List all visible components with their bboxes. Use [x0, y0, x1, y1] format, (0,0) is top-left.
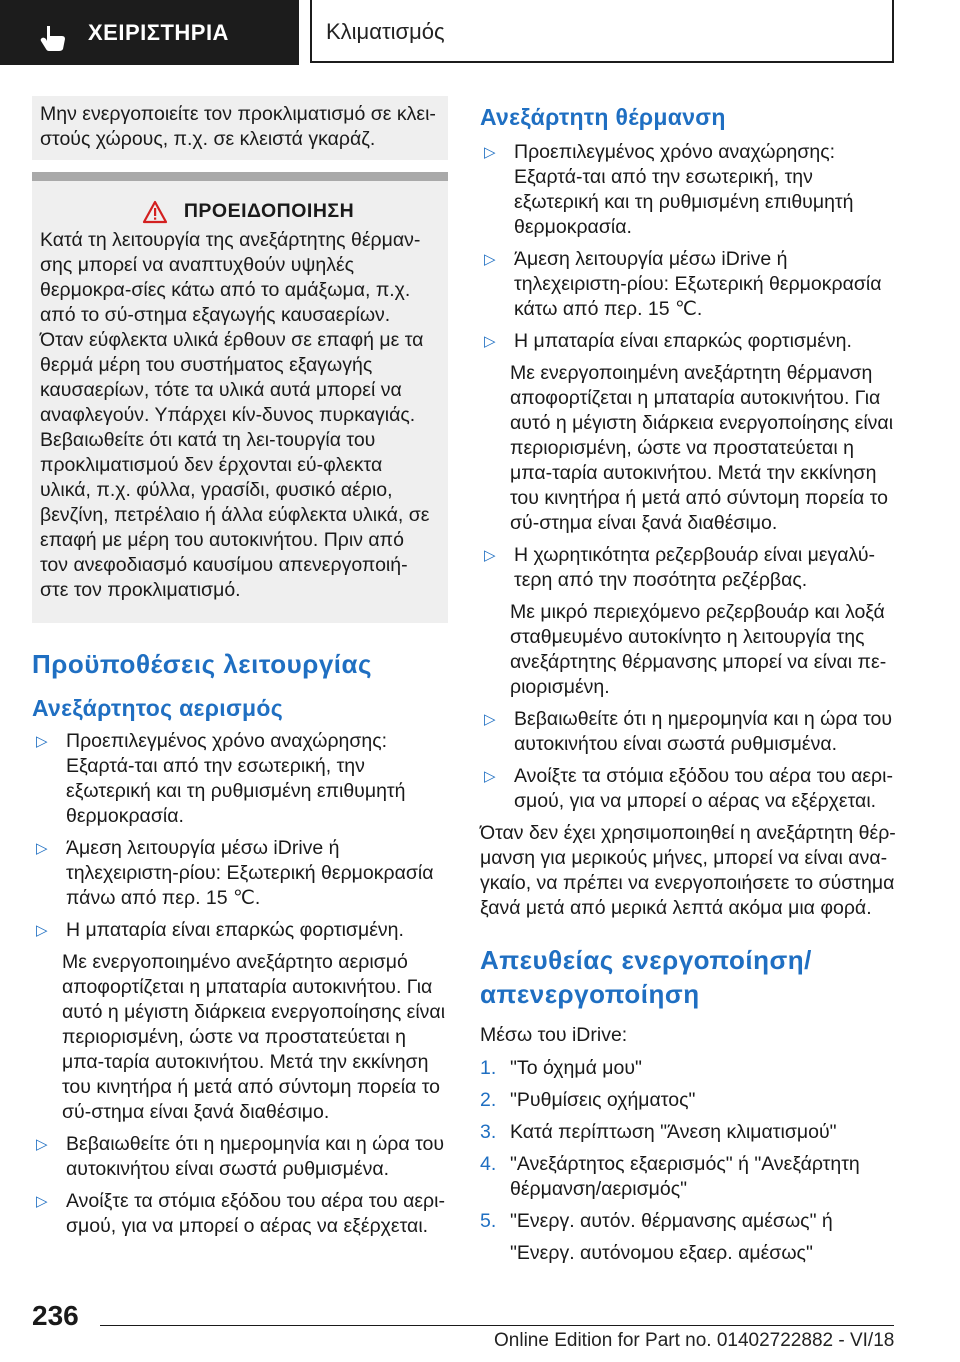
subheading-ventilation: Ανεξάρτητος αερισμός	[32, 695, 283, 721]
bullet-note: Με μικρό περιεχόμενο ρεζερβουάρ και λοξά σταθμευμένο αυτοκίνητο η λειτουργία της ανεξάρτητης θέρμανσης μπορεί να είναι πε-ριορισμένη.	[510, 601, 887, 698]
page-number: 236	[32, 1300, 79, 1331]
bullet-note: Με ενεργοποιημένη ανεξάρτητη θέρμανση αποφορτίζεται η μπαταρία αυτοκινήτου. Για αυτό η μέγιστη διάρκεια ενεργοποίησης είναι περιορισμένη, ώστε να προστατεύεται η μπα-ταρία αυτοκινήτου. Μετά την εκκίνηση του κινητήρα ή μετά από σύντομη πορεία το σύ-στημα είναι ξανά διαθέσιμο.	[510, 362, 894, 534]
numbered-step: 3. Κατά περίπτωση "Άνεση κλιματισμού"	[480, 1121, 837, 1143]
warning-icon	[142, 200, 168, 224]
section-tab-label: Κλιματισμός	[326, 19, 445, 44]
bullet-note: Με ενεργοποιημένο ανεξάρτητο αερισμό αποφορτίζεται η μπαταρία αυτοκινήτου. Για αυτό η μέγιστη διάρκεια ενεργοποίησης είναι περιορισμένη, ώστε να προστατεύεται η μπα-ταρία αυτοκινήτου. Μετά την εκκίνηση του κινητήρα ή μετά από σύντομη πορεία το σύ-στημα είναι ξανά διαθέσιμο.	[62, 951, 446, 1123]
triangle-bullet-icon: ▷	[36, 840, 48, 857]
numbered-step: 4. "Ανεξάρτητος εξαερισμός" ή "Ανεξάρτητη θέρμανση/αερισμός"	[480, 1153, 860, 1200]
list-item: ▷ Προεπιλεγμένος χρόνο αναχώρησης: Εξαρτά-ται από την εσωτερική, την εξωτερική και τη ρυθμισμένη επιθυμητή θερμοκρασία.	[480, 140, 896, 240]
list-item: ▷ Ανοίξτε τα στόμια εξόδου του αέρα του αερι-σμού, για να μπορεί ο αέρας να εξέρχεται.	[480, 764, 896, 814]
triangle-bullet-icon: ▷	[484, 144, 496, 161]
list-item: ▷ Άμεση λειτουργία μέσω iDrive ή τηλεχειριστη-ρίου: Εξωτερική θερμοκρασία πάνω από περ. 15 ℃.	[32, 836, 448, 911]
warning-title: ΠΡΟΕΙΔΟΠΟΙΗΣΗ	[183, 200, 355, 222]
triangle-bullet-icon: ▷	[36, 1136, 48, 1153]
hand-pointer-icon	[38, 24, 68, 52]
step-continuation: "Ενεργ. αυτόνομου εξαερ. αμέσως"	[510, 1242, 813, 1264]
list-item: ▷ Βεβαιωθείτε ότι η ημερομηνία και η ώρα του αυτοκινήτου είναι σωστά ρυθμισμένα.	[32, 1132, 448, 1182]
warning-box	[32, 181, 448, 623]
divider	[32, 172, 448, 181]
section-tab[interactable]	[310, 0, 894, 63]
list-item: ▷ Η μπαταρία είναι επαρκώς φορτισμένη.	[480, 329, 896, 354]
warning-text: Κατά τη λειτουργία της ανεξάρτητης θέρμαν-σης μπορεί να αναπτυχθούν υψηλές θερμοκρα-σίες κάτω από το αμάξωμα, π.χ. από το σύ-στημα εξαγωγής καυσαερίων. Όταν εύφλεκτα υλικά έρθουν σε επαφή με τα θερμά μέρη του συστήματος εξαγωγής καυσαερίων, τότε τα υλικά αυτά μπορεί να αναφλεγούν. Υπάρχει κίν-δυνος πυρκαγιάς. Βεβαιωθείτε ότι κατά τη λει-τουργία του προκλιματισμού δεν έρχονται εύ-φλεκτα υλικά, π.χ. φύλλα, γρασίδι, φυσικό αέριο, βενζίνη, πετρέλαιο ή άλλα εύφλεκτα υλικά, σε επαφή με μέρη του αυτοκινήτου. Πριν από τον ανεφοδιασμό καυσίμου απενεργοποιή-στε τον προκλιματισμό.	[40, 229, 430, 601]
numbered-step: 1. "Το όχημά μου"	[480, 1057, 642, 1079]
note-text: Μην ενεργοποιείτε τον προκλιματισμό σε κλει-στούς χώρους, π.χ. σε κλειστά γκαράζ.	[40, 103, 436, 150]
section-heading-direct-activation: Απευθείας ενεργοποίηση/απενεργοποίηση	[480, 945, 812, 1009]
manual-tab-label: ΧΕΙΡΙΣΤΗΡΙΑ	[88, 20, 229, 45]
paragraph: Όταν δεν έχει χρησιμοποιηθεί η ανεξάρτητη θέρ-μανση για μερικούς μήνες, μπορεί να είναι ανα-γκαίο, να πρέπει να ενεργοποιήσετε το σύστημα ξανά μετά από μερικά λεπτά ακόμα μια φορά.	[480, 822, 896, 919]
numbered-step: 5. "Ενεργ. αυτόν. θέρμανσης αμέσως" ή	[480, 1210, 833, 1232]
right-column	[480, 96, 896, 1273]
top-bar	[0, 0, 960, 65]
list-item: ▷ Προεπιλεγμένος χρόνο αναχώρησης: Εξαρτά-ται από την εσωτερική, την εξωτερική και τη ρυθμισμένη επιθυμητή θερμοκρασία.	[32, 729, 448, 829]
triangle-bullet-icon: ▷	[36, 922, 48, 939]
left-column	[32, 96, 448, 1246]
triangle-bullet-icon: ▷	[484, 711, 496, 728]
triangle-bullet-icon: ▷	[484, 768, 496, 785]
edition-text: Online Edition for Part no. 01402722882 - VI/18	[494, 1330, 895, 1351]
triangle-bullet-icon: ▷	[484, 547, 496, 564]
triangle-bullet-icon: ▷	[36, 1193, 48, 1210]
list-item: ▷ Βεβαιωθείτε ότι η ημερομηνία και η ώρα του αυτοκινήτου είναι σωστά ρυθμισμένα.	[480, 707, 896, 757]
list-item: ▷ Άμεση λειτουργία μέσω iDrive ή τηλεχειριστη-ρίου: Εξωτερική θερμοκρασία κάτω από περ. 15 ℃.	[480, 247, 896, 322]
triangle-bullet-icon: ▷	[484, 251, 496, 268]
triangle-bullet-icon: ▷	[36, 733, 48, 750]
numbered-step: 2. "Ρυθμίσεις οχήματος"	[480, 1089, 696, 1111]
note-box	[32, 96, 448, 160]
via-idrive-text: Μέσω του iDrive:	[480, 1024, 628, 1046]
warning-header	[40, 199, 436, 224]
section-heading-requirements: Προϋποθέσεις λειτουργίας	[32, 649, 373, 679]
list-item: ▷ Η χωρητικότητα ρεζερβουάρ είναι μεγαλύ-τερη από την ποσότητα ρεζέρβας.	[480, 543, 896, 593]
list-item: ▷ Ανοίξτε τα στόμια εξόδου του αέρα του αερι-σμού, για να μπορεί ο αέρας να εξέρχεται.	[32, 1189, 448, 1239]
manual-tab[interactable]	[0, 0, 299, 65]
triangle-bullet-icon: ▷	[484, 333, 496, 350]
subheading-heating: Ανεξάρτητη θέρμανση	[480, 104, 726, 130]
list-item: ▷ Η μπαταρία είναι επαρκώς φορτισμένη.	[32, 918, 448, 943]
footer-divider	[100, 1325, 894, 1326]
